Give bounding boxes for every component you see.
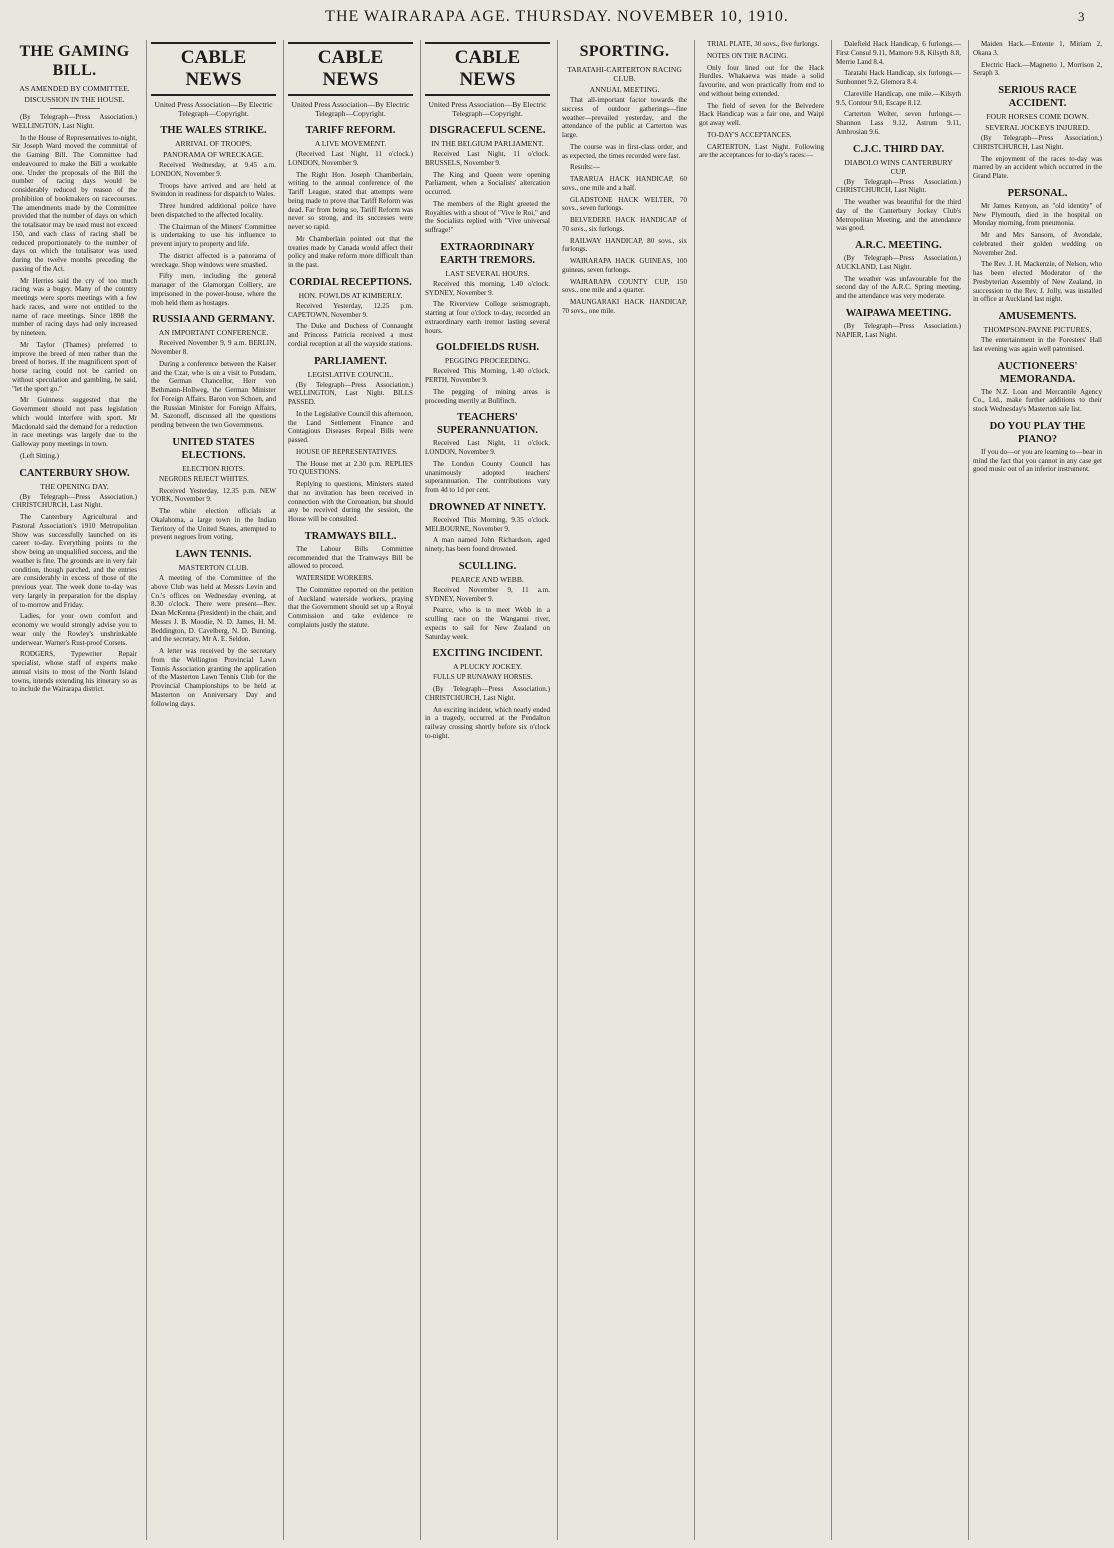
article-paragraph: Carterton Welter, seven furlongs.—Shannon Lass 9.12, Astrum 9.11, Ambrosian 9.6.: [836, 110, 961, 136]
article-heading: SPORTING.: [579, 43, 670, 60]
article-paragraph: The weather was unfavourable for the second day of the A.R.C. Spring meeting, and the attendance was very moderate.: [836, 274, 961, 300]
byline: United Press Association—By Electric Telegraph—Copyright.: [291, 100, 410, 118]
article-subheading: DISCUSSION IN THE HOUSE.: [24, 95, 125, 104]
article-paragraph: Received November 9, 9 a.m. BERLIN, November 8.: [151, 339, 276, 356]
article-subheading: AS AMENDED BY COMMITTEE.: [19, 84, 130, 93]
article-paragraph: Received November 9, 11 a.m. SYDNEY, November 9.: [425, 585, 550, 603]
column-5: [560, 40, 689, 1540]
article-paragraph: The Committee reported on the petition of Auckland waterside workers, praying that the Government should set up a Royal Commission and take evidence re complaints justly the statute.: [288, 585, 413, 629]
article-heading: AUCTIONEERS' MEMORANDA.: [997, 360, 1078, 385]
column-rule: [420, 40, 421, 1540]
article-subheading: PANORAMA OF WRECKAGE.: [163, 150, 264, 159]
article-paragraph: (By Telegraph—Press Association.) WELLINGTON, Last Night.: [12, 113, 137, 130]
page-number: 3: [1078, 9, 1085, 24]
article-subheading: A PLUCKY JOCKEY.: [453, 662, 522, 672]
newspaper-masthead: THE WAIRARAPA AGE. THURSDAY. NOVEMBER 10, 1910.: [325, 8, 789, 25]
column-rule: [831, 40, 832, 1540]
article-paragraph: FULLS UP RUNAWAY HORSES.: [433, 673, 533, 682]
article-paragraph: WATERSIDE WORKERS.: [296, 574, 374, 582]
article-paragraph: The enjoyment of the races to-day was marred by an accident which occurred in the Grand Plate.: [973, 154, 1102, 180]
section-banner: CABLE NEWS: [151, 42, 276, 96]
article-heading: A.R.C. MEETING.: [855, 240, 942, 251]
article-paragraph: Received Yesterday, 12.25 p.m. CAPETOWN, November 9.: [288, 301, 413, 319]
article-paragraph: In the House of Representatives to-night, Sir Joseph Ward moved the committal of the Gaming Bill. The Committee had endeavoured to make the Bill a workable one. Under the proposals of the Bill the number of racing days would be considerably reduced by reason of the prohibition of bookmakers on racecourses. The amendments made by the Committee provided that the number of days on which the totalisator may be used must not exceed 150, and each class of racing shall be reduced proportionately to the number of days on which the totalisator was used during the twelve months preceding the passing of the Act.: [12, 133, 137, 273]
article-paragraph: CARTERTON, Last Night. Following are the acceptances for to-day's races:—: [699, 142, 824, 160]
article-heading: TRAMWAYS BILL.: [304, 530, 397, 542]
article-paragraph: RAILWAY HANDICAP, 80 sovs., six furlongs.: [562, 236, 687, 254]
article-paragraph: Mr Taylor (Thames) preferred to improve the breed of men rather than the breed of horses. If the magnificent sport of horse racing could not be carried on without speculation and gambling, he said, "let the sport go.": [12, 340, 137, 393]
article-heading: SCULLING.: [458, 560, 517, 572]
article-paragraph: Maiden Hack.—Entente 1, Miriam 2, Okana 3.: [973, 40, 1102, 57]
article-heading: EXTRAORDINARY EARTH TREMORS.: [439, 241, 536, 266]
article-paragraph: (By Telegraph—Press Association.) CHRISTCHURCH, Last Night.: [425, 685, 550, 702]
article-subheading: ELECTION RIOTS.: [182, 463, 245, 473]
article-paragraph: The field of seven for the Belvedere Hack Handicap was a fair one, and Waipi got away well.: [699, 101, 824, 127]
article-subheading: AN IMPORTANT CONFERENCE.: [158, 328, 269, 338]
article-paragraph: (Received Last Night, 11 o'clock.) LONDON, November 9.: [288, 150, 413, 167]
article-paragraph: GLADSTONE HACK WELTER, 70 sovs., seven furlongs.: [562, 195, 687, 213]
article-subheading: ANNUAL MEETING.: [589, 85, 660, 94]
article-subheading: DIABOLO WINS CANTERBURY CUP.: [844, 157, 953, 176]
article-paragraph: Received Last Night, 11 o'clock. BRUSSELS, November 9.: [425, 150, 550, 167]
article-heading: DO YOU PLAY THE PIANO?: [989, 420, 1086, 445]
article-subheading: FOUR HORSES COME DOWN.: [986, 112, 1089, 121]
article-paragraph: Mr James Kenyon, an "old identity" of New Plymouth, died in the hospital on Monday morning, from pneumonia.: [973, 201, 1102, 228]
article-subheading: A LIVE MOVEMENT.: [314, 139, 387, 148]
article-paragraph: In the Legislative Council this afternoon, the Land Settlement Finance and Contagious Diseases Repeal Bills were passed.: [288, 409, 413, 444]
article-heading: DROWNED AT NINETY.: [429, 501, 546, 513]
article-paragraph: Received Last Night, 11 o'clock. LONDON, November 9.: [425, 439, 550, 456]
article-paragraph: HOUSE OF REPRESENTATIVES.: [296, 447, 398, 456]
divider: [50, 108, 100, 109]
article-paragraph: TRIAL PLATE, 30 sovs., five furlongs.: [707, 40, 820, 48]
article-paragraph: (By Telegraph—Press Association.) CHRISTCHURCH, Last Night.: [836, 177, 961, 195]
article-paragraph: (By Telegraph—Press Association.) AUCKLAND, Last Night.: [836, 254, 961, 271]
article-paragraph: A man named John Richardson, aged ninety, has been found drowned.: [425, 536, 550, 553]
column-rule: [557, 40, 558, 1540]
article-paragraph: Received Wednesday, at 9.45 a.m. LONDON, November 9.: [151, 161, 276, 178]
article-heading: TEACHERS' SUPERANNUATION.: [436, 412, 539, 437]
column-7: [834, 40, 963, 1540]
article-heading: LAWN TENNIS.: [175, 549, 252, 560]
article-paragraph: Only four lined out for the Hack Hurdles. Whakaewa was made a solid favourite, and won practically from end to end without being extended.: [699, 63, 824, 98]
article-heading: THE GAMING BILL.: [19, 43, 130, 79]
article-paragraph: Mr Chamberlain pointed out that the treaties made by Canada would affect their policy and make reform more difficult than in the past.: [288, 234, 413, 269]
article-subheading: THE OPENING DAY.: [40, 481, 109, 491]
article-paragraph: Received This Morning, 1.40 o'clock. PERTH, November 9.: [425, 367, 550, 384]
article-paragraph: Three hundred additional police have been dispatched to the affected locality.: [151, 202, 276, 219]
column-rule: [283, 40, 284, 1540]
article-paragraph: The London County Council has unanimously adopted teachers' superannuation. The contributions vary from 4d to 1d per cent.: [425, 459, 550, 494]
article-paragraph: (Left Sitting.): [20, 451, 60, 460]
article-heading: DISGRACEFUL SCENE.: [429, 125, 546, 136]
article-paragraph: Troops have arrived and are held at Swindon in readiness for dispatch to Wales.: [151, 181, 276, 199]
article-paragraph: The House met at 2.30 p.m. REPLIES TO QUESTIONS.: [288, 459, 413, 477]
article-paragraph: WAIRARAPA HACK GUINEAS, 100 guineas, seven furlongs.: [562, 257, 687, 274]
article-paragraph: Mr Herries said the cry of too much racing was a bogey. Many of the country meetings were sports meetings with a few hack races, and were not entitled to the name of race meetings. Since 1898 the number of racing days had only increased by nineteen.: [12, 276, 137, 337]
byline: United Press Association—By Electric Telegraph—Copyright.: [154, 100, 273, 118]
column-3: [286, 40, 415, 1540]
article-paragraph: Received Yesterday, 12.35 p.m. NEW YORK, November 9.: [151, 486, 276, 504]
article-paragraph: (By Telegraph—Press Association.) NAPIER, Last Night.: [836, 321, 961, 339]
article-paragraph: The N.Z. Loan and Mercantile Agency Co., Ltd., make further additions to their stock Wednesday's Masterton sale list.: [973, 387, 1102, 413]
column-8: [971, 40, 1104, 1540]
article-paragraph: TARARUA HACK HANDICAP, 60 sovs., one mile and a half.: [562, 175, 687, 192]
article-heading: WAIPAWA MEETING.: [845, 307, 952, 319]
column-4: [423, 40, 552, 1540]
article-paragraph: The Chairman of the Miners' Committee is undertaking to use his influence to prevent injury to property and life.: [151, 222, 276, 248]
column-1: [10, 40, 139, 1540]
column-6: [697, 40, 826, 1540]
article-subheading: LEGISLATIVE COUNCIL.: [307, 369, 394, 379]
article-paragraph: RODGERS, Typewriter Repair specialist, whose staff of experts make annual visits to most of the North Island towns, intends extending his itinerary so as to include the Wairarapa district.: [12, 650, 137, 694]
article-paragraph: Mr and Mrs Sansom, of Avondale, celebrated their golden wedding on November 2nd.: [973, 231, 1102, 257]
article-paragraph: NEGROES REJECT WHITES.: [159, 474, 249, 483]
article-heading: THE WALES STRIKE.: [160, 125, 267, 136]
article-paragraph: If you do—or you are learning to—bear in mind the fact that you cannot in any case get good music out of an inferior instrument.: [973, 447, 1102, 474]
article-paragraph: BELVEDERE HACK HANDICAP of 70 sovs., six furlongs.: [562, 216, 687, 233]
article-heading: CANTERBURY SHOW.: [19, 467, 130, 479]
article-subheading: LAST SEVERAL HOURS.: [445, 268, 530, 278]
column-2: [149, 40, 278, 1540]
article-paragraph: TO-DAY'S ACCEPTANCES.: [707, 130, 792, 139]
article-paragraph: (By Telegraph—Press Association.) CHRISTCHURCH, Last Night.: [12, 492, 137, 510]
article-heading: AMUSEMENTS.: [998, 311, 1077, 322]
article-paragraph: The Riverview College seismograph, starting at four o'clock to-day, recorded an extraordinary earth tremor lasting several hours.: [425, 300, 550, 335]
column-rule: [968, 40, 969, 1540]
article-subheading: PEARCE AND WEBB.: [451, 574, 524, 584]
article-paragraph: A meeting of the Committee of the above Club was held at Messrs Levin and Co.'s offices on Wednesday evening, at 8.30 o'clock. There were present—Rev. Dean McKenna (President) in the chair, and Messrs J. B. Moodie, N. D. James, H. M. Beddington, D. Cavelberg, N. D. Bunting, and the secretary, Mr A. E. Seldon.: [151, 574, 276, 644]
article-paragraph: The pegging of mining areas is proceeding merrily at Bullfinch.: [425, 387, 550, 405]
column-rule: [146, 40, 147, 1540]
section-banner: CABLE NEWS: [425, 42, 550, 96]
article-heading: SERIOUS RACE ACCIDENT.: [998, 85, 1077, 109]
article-paragraph: (By Telegraph—Press Association.) WELLINGTON, Last Night. BILLS PASSED.: [288, 380, 413, 406]
article-subheading: SEVERAL JOCKEYS INJURED.: [985, 123, 1090, 132]
article-heading: RUSSIA AND GERMANY.: [152, 314, 275, 326]
article-paragraph: WAIRARAPA COUNTY CUP, 150 sovs., one mile and a quarter.: [562, 277, 687, 295]
article-paragraph: Pearce, who is to meet Webb in a sculling race on the Wanganui river, expects to sail for New Zealand on Saturday week.: [425, 606, 550, 641]
article-heading: PARLIAMENT.: [314, 355, 387, 367]
article-heading: CORDIAL RECEPTIONS.: [289, 276, 412, 288]
article-paragraph: (By Telegraph—Press Association.) CHRISTCHURCH, Last Night.: [973, 134, 1102, 151]
article-paragraph: Dalefield Hack Handicap, 6 furlongs.—First Consul 9.11, Mamore 9.8, Kilsyth 8.8, Merrie Land 8.4.: [836, 40, 961, 66]
article-paragraph: NOTES ON THE RACING.: [707, 51, 789, 60]
article-paragraph: An exciting incident, which nearly ended in a tragedy, occurred at the Pendalton railway crossing shortly before six o'clock to-night.: [425, 705, 551, 740]
article-paragraph: Electric Hack.—Magnetto 1, Morrison 2, Seraph 3.: [973, 60, 1102, 78]
article-paragraph: The white election officials at Okalahoma, a large town in the Indian Territory of the United States, attempted to prevent negroes from voting.: [151, 507, 276, 542]
article-heading: UNITED STATES ELECTIONS.: [172, 436, 255, 461]
article-paragraph: The Right Hon. Joseph Chamberlain, writing to the annual conference of the Tariff League, stated that attempts were being made to prove that Tariff Reform was dead. Far from being so, Tariff Reform was never so strong, and its successes were never so rapid.: [288, 170, 413, 231]
article-paragraph: Clareville Handicap, one mile.—Kilsyth 9.5, Contour 9.0, Escape 8.12.: [836, 89, 961, 107]
article-paragraph: Taratahi Hack Handicap, six furlongs.—Sunbonnet 9.2, Glemora 8.4.: [836, 69, 961, 86]
article-heading: GOLDFIELDS RUSH.: [435, 342, 540, 354]
article-subheading: HON. FOWLDS AT KIMBERLY.: [298, 290, 403, 300]
article-paragraph: The Labour Bills Committee recommended that the Tramways Bill be allowed to proceed.: [288, 544, 413, 571]
article-heading: C.J.C. THIRD DAY.: [852, 143, 945, 155]
article-paragraph: Received this morning, 1.40 o'clock. SYDNEY, November 9.: [425, 279, 550, 297]
article-paragraph: Ladies, for your own comfort and economy we would strongly advise you to wear only the Rowley's unshrinkable underwear. Warner's Rust-proof Corsets.: [12, 612, 137, 647]
article-heading: EXCITING INCIDENT.: [432, 648, 543, 660]
article-paragraph: The Rev. J. H. Mackenzie, of Nelson, who has been elected Moderator of the Presbyterian Assembly of New Zealand, in succession to the Rev. J. Jolly, was installed in office at Auckland last night.: [973, 260, 1102, 304]
article-paragraph: The members of the Right greeted the Royalties with a shout of "Vive le Roi," and the Socialists replied with "Vive universal suffrage!": [425, 199, 550, 234]
article-paragraph: Mr Guinness suggested that the Government should not pass legislation which would interfere with sport. Mr Macdonald said the demand for a reduction in race meetings was largely due to the Galloway pony meetings in town.: [12, 396, 137, 448]
article-heading: TARIFF REFORM.: [305, 125, 396, 136]
article-paragraph: MAUNGARAKI HACK HANDICAP, 70 sovs., one mile.: [562, 298, 687, 315]
article-paragraph: Results:—: [570, 163, 600, 172]
column-rule: [694, 40, 695, 1540]
article-paragraph: That all-important factor towards the success of outdoor gatherings—fine weather—prevailed yesterday, and the attendance of the public at Carterton was large.: [562, 96, 687, 139]
article-heading: PERSONAL.: [1007, 187, 1068, 199]
article-subheading: MASTERTON CLUB.: [178, 563, 249, 572]
article-paragraph: The King and Queen were opening Parliament, when a Socialists' altercation occurred.: [425, 170, 550, 196]
article-paragraph: The Canterbury Agricultural and Pastoral Association's 1910 Metropolitan Show was successfully launched on its career to-day. Everything points to the show being an unqualified success, and the weather is fine. The grounds are in very fair condition, though parched, and the entries are considerably in excess of those of the previous year. The week done to-day was very largely in preparation for the display of to-morrow and Friday.: [12, 513, 137, 609]
byline: United Press Association—By Electric Telegraph—Copyright.: [428, 100, 547, 118]
article-subheading: PEGGING PROCEEDING.: [444, 356, 531, 366]
article-subheading: TARATAHI-CARTERTON RACING CLUB.: [567, 65, 682, 83]
article-paragraph: Received This Morning, 9.35 o'clock. MELBOURNE, November 9.: [425, 515, 550, 533]
article-subheading: THOMPSON-PAYNE PICTURES.: [983, 325, 1092, 334]
article-subheading: ARRIVAL OF TROOPS.: [175, 139, 252, 148]
article-subheading: IN THE BELGIUM PARLIAMENT.: [431, 139, 544, 148]
article-paragraph: The Duke and Duchess of Connaught and Princess Patricia received a most cordial reception at all the wayside stations.: [288, 322, 413, 348]
article-paragraph: The weather was beautiful for the third day of the Canterbury Jockey Club's Metropolitan Meeting, and the attendance was good.: [836, 198, 961, 233]
article-paragraph: A letter was received by the secretary from the Wellington Provincial Lawn Tennis Association granting the application of the Masterton Lawn Tennis Club for the Provincial Championships to be held at Masterton on Anniversary Day and following days.: [151, 647, 276, 708]
section-banner: CABLE NEWS: [288, 42, 413, 96]
article-paragraph: The entertainment in the Foresters' Hall last evening was again well patronised.: [973, 336, 1102, 353]
article-paragraph: The course was in first-class order, and as expected, the times recorded were fast.: [562, 142, 687, 160]
article-paragraph: The district affected is a panorama of wreckage. Shop windows were smashed.: [151, 251, 276, 269]
article-paragraph: During a conference between the Kaiser and the Czar, who is on a visit to Potsdam, the German Chancellor, Herr von Bethmann-Hollweg, the German Minister for Foreign Affairs, Baron von Schoen, and the Russian Minister for Foreign Affairs, M. Sazonoff, discussed all the questions pending between the two Governments.: [151, 359, 276, 429]
article-paragraph: Replying to questions, Ministers stated that no invitation has been received in connection with the Coronation, but should any be received during the session, the House will be consulted.: [288, 480, 413, 523]
article-paragraph: Fifty men, including the general manager of the Glamorgan Colliery, are imprisoned in the power-house, where the mob held them as hostages.: [151, 272, 276, 307]
